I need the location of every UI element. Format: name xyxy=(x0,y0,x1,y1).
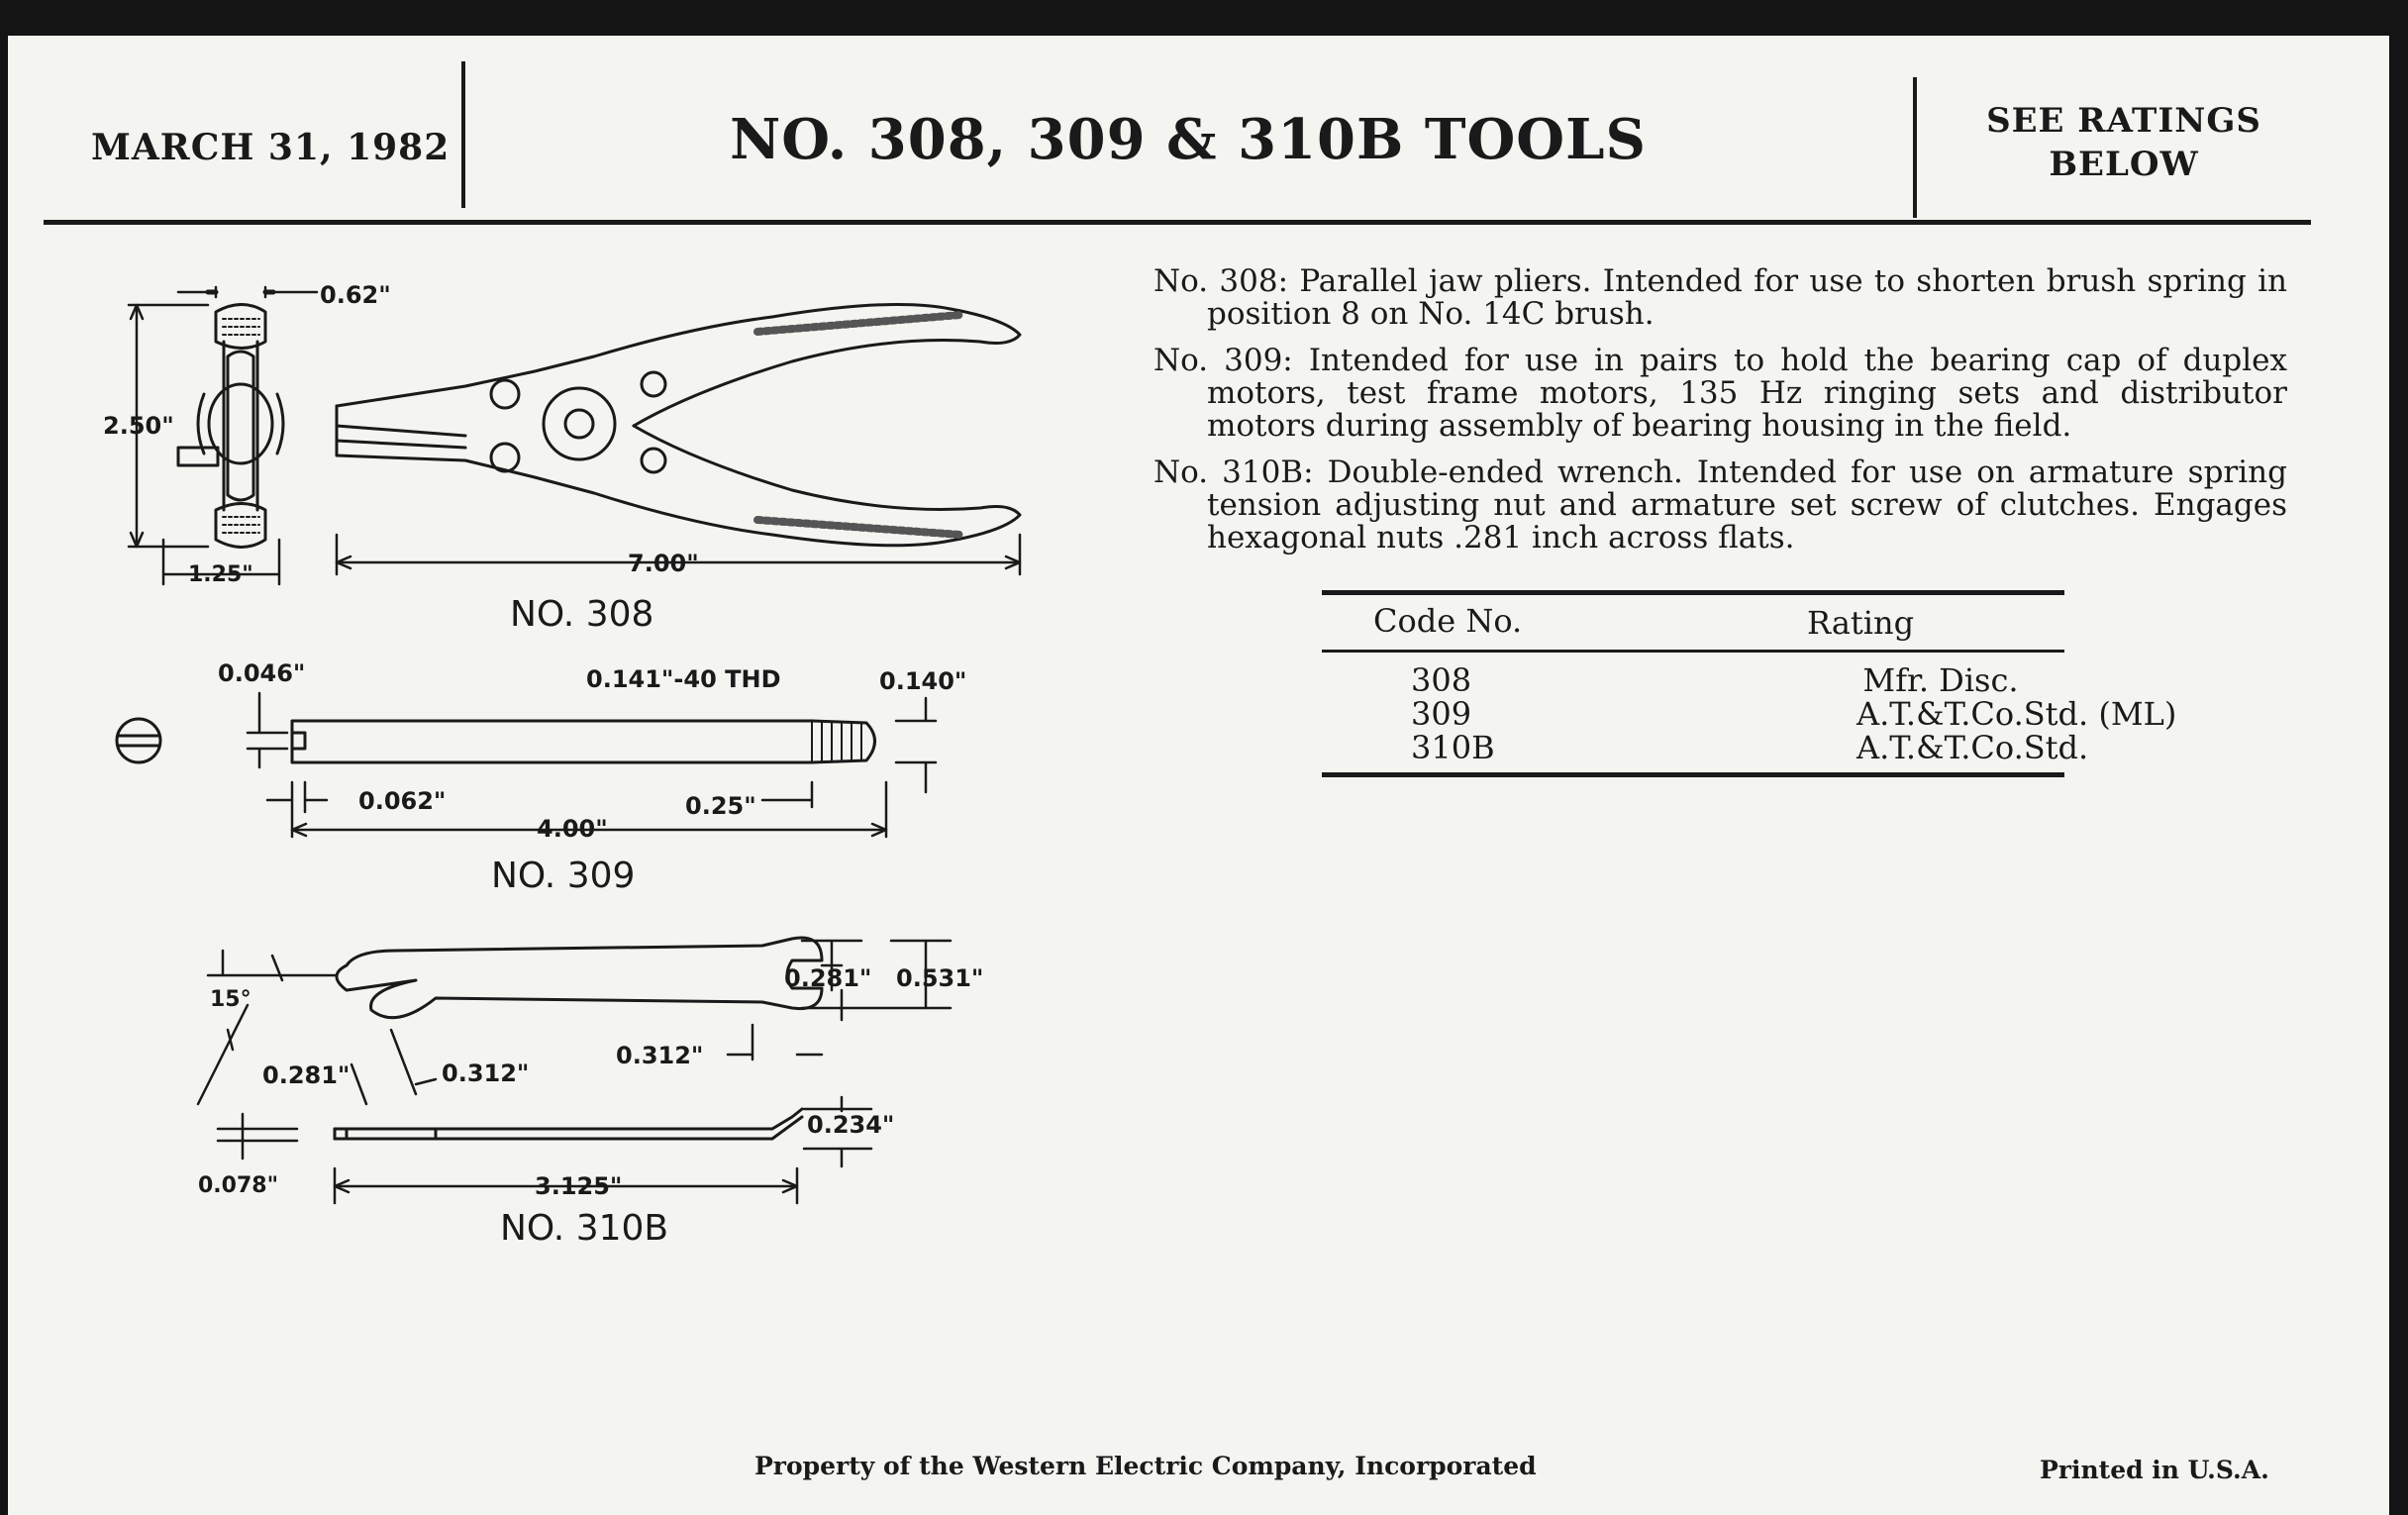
cell-rating: A.T.&T.Co.Std. (ML) xyxy=(1856,695,2177,733)
description-text: Intended for use in pairs to hold the bearing cap of duplex motors, test frame motors, 135 Hz ringing sets and distributor motors during assembly of bearing housing in the field. xyxy=(1207,343,2287,444)
cell-code: 310B xyxy=(1411,729,1495,766)
dim-309-thread: 0.141"-40 THD xyxy=(586,665,781,693)
dim-310b-depth-right: 0.312" xyxy=(616,1042,704,1069)
dim-310b-angle: 15° xyxy=(210,987,251,1012)
dim-309-diameter: 0.140" xyxy=(879,667,967,695)
pliers-side-view xyxy=(337,305,1020,546)
table-row xyxy=(1322,729,2089,766)
description-code: No. 309: xyxy=(1154,343,1293,378)
rating-note-line2: BELOW xyxy=(2049,145,2199,184)
table-bottom-rule xyxy=(1322,772,2064,777)
dim-310b-thickness: 0.078" xyxy=(198,1173,279,1198)
dim-308-side: 1.25" xyxy=(188,562,253,587)
cell-rating: Mfr. Disc. xyxy=(1862,661,2019,699)
table-header-rule xyxy=(1322,650,2064,653)
page-title: NO. 308, 309 & 310B TOOLS xyxy=(730,107,1647,172)
dim-308-height: 2.50" xyxy=(103,412,174,440)
description-code: No. 308: xyxy=(1154,263,1289,299)
cell-rating: A.T.&T.Co.Std. xyxy=(1856,729,2089,766)
dim-309-length: 4.00" xyxy=(537,815,608,843)
cell-code: 309 xyxy=(1411,695,1472,733)
tool-descriptions xyxy=(1154,265,2287,568)
property-notice: Property of the Western Electric Company, Incorporated xyxy=(754,1452,1537,1480)
column-header-code: Code No. xyxy=(1373,602,1523,640)
dim-310b-depth-left: 0.312" xyxy=(442,1060,530,1087)
tool-310b-label: NO. 310B xyxy=(500,1208,669,1249)
rating-note-line1: SEE RATINGS xyxy=(1986,101,2261,141)
tool-308-label: NO. 308 xyxy=(510,594,654,635)
dim-308-length: 7.00" xyxy=(628,550,699,577)
wrench-310b-top-view xyxy=(337,938,822,1018)
description-310b xyxy=(1154,456,2287,555)
table-row xyxy=(1322,661,2064,699)
wrench-310b-side-view xyxy=(335,1109,802,1139)
description-308 xyxy=(1154,265,2287,331)
table-top-rule xyxy=(1322,590,2064,595)
tool-309-shaft xyxy=(292,721,875,762)
pliers-308-drawing xyxy=(129,287,1020,584)
dim-310b-open-right: 0.281" xyxy=(784,964,872,992)
table-row xyxy=(1322,695,2177,733)
dim-310b-open-left: 0.281" xyxy=(262,1061,351,1089)
description-text: Double-ended wrench. Intended for use on armature spring tension adjusting nut and armature set screw of clutches. Engages hexagonal nuts .281 inch across flats. xyxy=(1207,454,2287,556)
dim-309-slot-width: 0.062" xyxy=(358,787,447,815)
dim-308-width: 0.62" xyxy=(320,281,391,309)
pliers-end-view xyxy=(178,305,283,548)
printed-notice: Printed in U.S.A. xyxy=(2040,1456,2269,1484)
tool-drawings xyxy=(0,0,1109,1287)
dim-309-slot: 0.046" xyxy=(218,659,306,687)
tool-309-drawing xyxy=(117,693,936,837)
dim-310b-head: 0.531" xyxy=(896,964,984,992)
dim-309-thread-length: 0.25" xyxy=(685,792,756,820)
description-309 xyxy=(1154,345,2287,443)
dim-310b-offset: 0.234" xyxy=(807,1111,895,1139)
dim-310b-length: 3.125" xyxy=(535,1172,623,1200)
tool-309-end-view xyxy=(117,719,160,762)
column-header-rating: Rating xyxy=(1807,604,1915,642)
description-text: Parallel jaw pliers. Intended for use to shorten brush spring in position 8 on No. 14C brush. xyxy=(1207,263,2287,332)
description-code: No. 310B: xyxy=(1154,454,1314,490)
cell-code: 308 xyxy=(1411,661,1472,699)
rating-note xyxy=(1916,99,2332,186)
tool-309-label: NO. 309 xyxy=(491,856,636,896)
issue-date: MARCH 31, 1982 xyxy=(91,127,451,168)
